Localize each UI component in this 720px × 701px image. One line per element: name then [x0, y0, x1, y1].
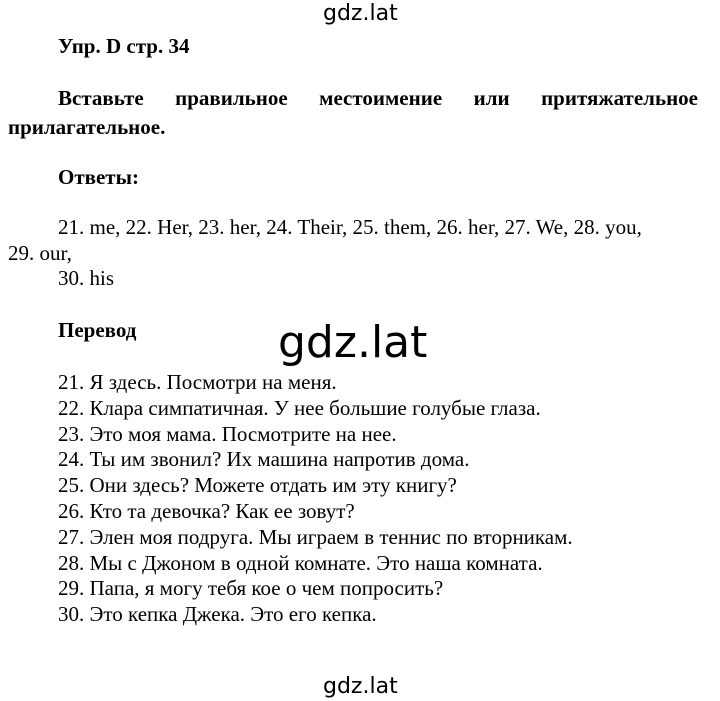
watermark-middle: gdz.lat	[278, 317, 428, 368]
translation-item-23: 23. Это моя мама. Посмотрите на нее.	[58, 421, 397, 446]
translation-item-21: 21. Я здесь. Посмотри на меня.	[58, 370, 337, 394]
translation-item-22: 22. Клара симпатичная. У нее большие голубые глаза.	[58, 395, 541, 420]
exercise-title: Упр. D стр. 34	[58, 34, 190, 58]
translation-item-28: 28. Мы с Джоном в одной комнате. Это наша комната.	[58, 550, 543, 575]
watermark-top: gdz.lat	[323, 1, 398, 26]
translation-item-29: 29. Папа, я могу тебя кое о чем попросить?	[58, 576, 444, 601]
translation-heading: Перевод	[58, 318, 137, 342]
translation-item-25: 25. Они здесь? Можете отдать им эту книгу?	[58, 473, 457, 498]
translation-item-24: 24. Ты им звонил? Их машина напротив дома.	[58, 447, 470, 472]
task-instruction-line-1: Вставьте правильное местоимение или притяжательное	[58, 86, 698, 110]
translation-list	[58, 370, 573, 628]
answers-line-3: 30. his	[58, 266, 115, 290]
answers-heading: Ответы:	[58, 165, 140, 189]
task-instruction-line-2: прилагательное.	[8, 115, 166, 139]
answers-line-2: 29. our,	[8, 241, 72, 265]
translation-item-26: 26. Кто та девочка? Как ее зовут?	[58, 498, 355, 523]
watermark-bottom: gdz.lat	[323, 674, 398, 699]
translation-item-27: 27. Элен моя подруга. Мы играем в теннис по вторникам.	[58, 524, 573, 549]
answers-line-1: 21. me, 22. Her, 23. her, 24. Their, 25. them, 26. her, 27. We, 28. you,	[58, 215, 642, 239]
translation-item-30: 30. Это кепка Джека. Это его кепка.	[58, 602, 377, 627]
